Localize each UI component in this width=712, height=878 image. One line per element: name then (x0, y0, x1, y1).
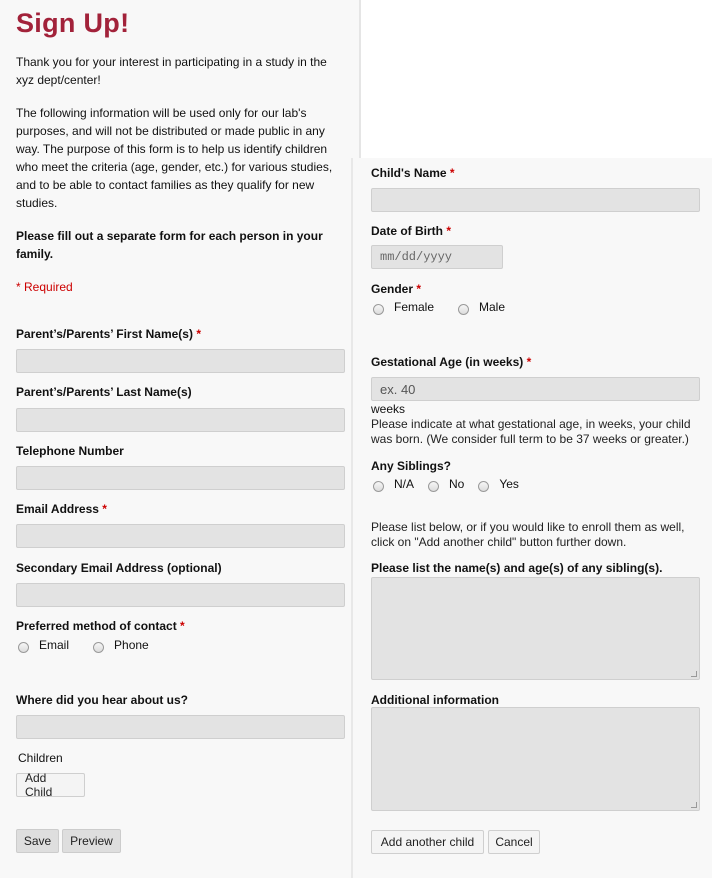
gestational-age-input[interactable]: ex. 40 (371, 377, 700, 401)
siblings-list-label: Please list the name(s) and age(s) of any sibling(s). (371, 561, 663, 575)
add-another-child-button[interactable]: Add another child (371, 830, 484, 854)
instruction-text: Please fill out a separate form for each person in your family. (16, 229, 323, 261)
weeks-unit-label: weeks (371, 402, 406, 416)
privacy-paragraph: The following information will be used only for our lab's purposes, and will not be distributed or made public in any way. The purpose of this form is to help us identify children who meet the criteria (age, gender, etc.) for various studies, and to be able to contact families as they qualify for new studies. (16, 106, 333, 210)
additional-info-label: Additional information (371, 693, 499, 707)
siblings-yes-label: Yes (499, 477, 519, 491)
email-radio-label: Email (39, 638, 70, 652)
email-label (16, 502, 107, 516)
gestational-age-label-text: Gestational Age (in weeks) (371, 355, 524, 369)
required-star: * (102, 502, 107, 516)
siblings-yes-radio[interactable] (478, 481, 489, 492)
female-radio[interactable] (373, 304, 384, 315)
page-title: Sign Up! (16, 8, 130, 38)
email-label-text: Email Address (16, 502, 99, 516)
siblings-label-text: Any Siblings? (371, 459, 452, 473)
required-star: * (416, 282, 422, 296)
siblings-no-radio[interactable] (428, 481, 439, 492)
heard-about-input[interactable] (16, 715, 345, 739)
gender-radio-group (373, 300, 519, 314)
siblings-na-label: N/A (394, 477, 415, 491)
child-form-panel (351, 158, 712, 878)
child-name-label (371, 166, 455, 180)
dob-label (371, 224, 451, 238)
contact-method-label (16, 619, 185, 633)
male-radio[interactable] (458, 304, 469, 315)
parent-last-name-label: Parent’s/Parents’ Last Name(s) (16, 385, 192, 399)
siblings-na-radio[interactable] (373, 481, 384, 492)
dob-input[interactable]: mm/dd/yyyy (371, 245, 503, 269)
required-star: * (449, 166, 455, 180)
gender-label (371, 282, 421, 296)
preview-button[interactable]: Preview (62, 829, 121, 853)
email-radio[interactable] (18, 642, 29, 653)
parent-first-name-label-text: Parent’s/Parents’ First Name(s) (16, 327, 193, 341)
parent-last-name-input[interactable] (16, 408, 345, 432)
resize-handle-icon[interactable] (691, 671, 697, 677)
phone-radio-label: Phone (114, 638, 149, 652)
required-star: * (196, 327, 201, 341)
required-note: * Required (16, 280, 73, 294)
siblings-list-textarea[interactable] (371, 577, 700, 680)
required-star: * (180, 619, 185, 633)
contact-method-label-text: Preferred method of contact (16, 619, 177, 633)
children-label: Children (18, 751, 63, 765)
telephone-label: Telephone Number (16, 444, 124, 458)
child-name-input[interactable] (371, 188, 700, 212)
child-name-label-text: Child's Name (371, 166, 447, 180)
intro-paragraph: Thank you for your interest in participating in a study in the xyz dept/center! (16, 55, 327, 87)
email-input[interactable] (16, 524, 345, 548)
parent-first-name-input[interactable] (16, 349, 345, 373)
gender-label-text: Gender (371, 282, 414, 296)
heard-about-label: Where did you hear about us? (16, 693, 189, 707)
siblings-label (371, 459, 451, 473)
female-radio-label: Female (394, 300, 435, 314)
siblings-note: Please list below, or if you would like to enroll them as well, click on "Add another child" button further down. (371, 520, 685, 549)
parent-first-name-label (16, 327, 201, 341)
gestational-age-help: Please indicate at what gestational age, in weeks, your child was born. (We consider full term to be 37 weeks or greater.) (371, 417, 691, 446)
gestational-age-label (371, 355, 531, 369)
additional-info-textarea[interactable] (371, 707, 700, 811)
secondary-email-label: Secondary Email Address (optional) (16, 561, 222, 575)
required-star: * (446, 224, 452, 238)
siblings-radio-group (373, 477, 533, 491)
telephone-input[interactable] (16, 466, 345, 490)
contact-method-radio-group (18, 638, 163, 652)
resize-handle-icon[interactable] (691, 802, 697, 808)
add-child-button[interactable]: Add Child (16, 773, 85, 797)
dob-label-text: Date of Birth (371, 224, 443, 238)
required-star: * (526, 355, 532, 369)
siblings-no-label: No (449, 477, 465, 491)
phone-radio[interactable] (93, 642, 104, 653)
save-button[interactable]: Save (16, 829, 59, 853)
male-radio-label: Male (479, 300, 506, 314)
cancel-button[interactable]: Cancel (488, 830, 540, 854)
secondary-email-input[interactable] (16, 583, 345, 607)
